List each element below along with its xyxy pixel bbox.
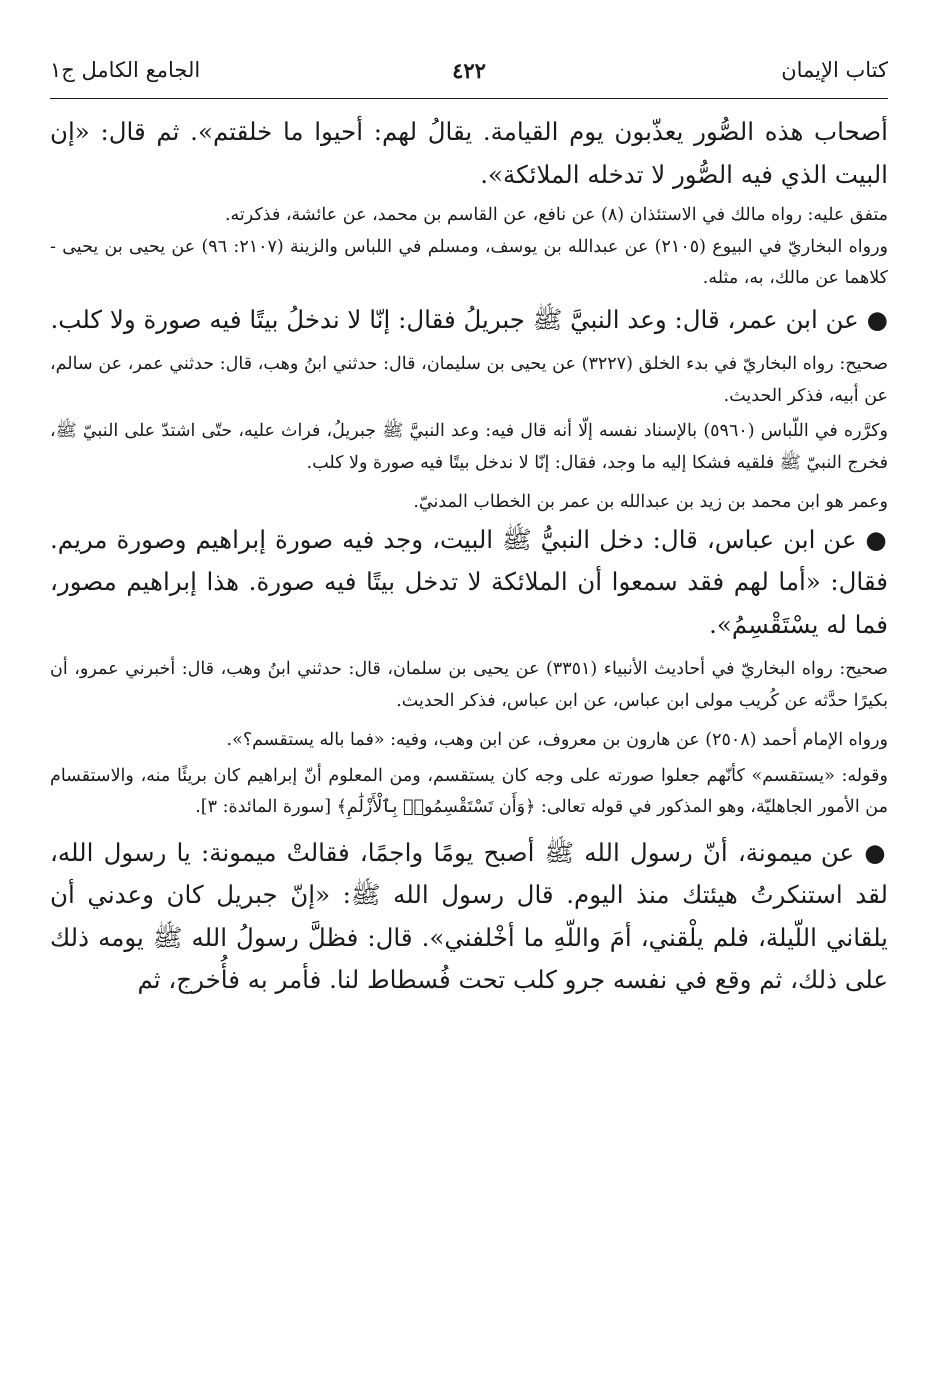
takhrij-note: متفق عليه: رواه مالك في الاستئذان (٨) عن نافع، عن القاسم بن محمد، عن عائشة، فذكرته. (224, 205, 888, 225)
takhrij-note: صحيح: رواه البخاريّ في بدء الخلق (٣٢٢٧) عن يحيى بن سليمان، قال: حدثني ابنُ وهب، قال: حدثني عمر، عن سالم، عن أبيه، فذكر الحديث. (50, 354, 889, 406)
takhrij-note: وعمر هو ابن محمد بن زيد بن عبدالله بن عمر بن الخطاب المدنيّ. (413, 492, 888, 512)
page-number: ٤٢٢ (452, 58, 486, 83)
hadith-text: ● عن ابن عمر، قال: وعد النبيَّ ﷺ جبريلُ فقال: إنّا لا ندخلُ بيتًا فيه صورة ولا كلب. (50, 304, 888, 334)
page-header (50, 52, 888, 99)
hadith-text: أصحاب هذه الصُّور يعذّبون يوم القيامة. يقالُ لهم: أحيوا ما خلقتم». ثم قال: «إن البيت الذي فيه الصُّور لا تدخله الملائكة». (50, 117, 888, 189)
bullet-icon: ● (865, 524, 888, 554)
page-body (50, 111, 888, 1002)
series-title: الجامع الكامل ج١ (50, 58, 201, 82)
bullet-icon: ● (864, 837, 888, 867)
takhrij-note: ورواه البخاريّ في البيوع (٢١٠٥) عن عبدالله بن يوسف، ومسلم في اللباس والزينة (٢١٠٧: ٩٦) عن يحيى بن يحيى - كلاهما عن مالك، به، مثله. (50, 236, 888, 288)
takhrij-note: وقوله: «يستقسم» كأنّهم جعلوا صورته على وجه كان يستقسم، ومن المعلوم أنّ إبراهيم كان بريئًا منه، والاستقسام من الأمور الجاهليّة، وهو المذكور في قوله تعالى: ﴿وَأَن تَسْتَقْسِمُوا۟ بِٱلْأَزْلَٰمِ﴾ [سورة المائدة: ٣]. (50, 765, 888, 817)
takhrij-note: وكرَّره في اللّباس (٥٩٦٠) بالإسناد نفسه إلّا أنه قال فيه: وعد النبيَّ ﷺ جبريلُ، فراث عليه، حتّى اشتدّ على النبيّ ﷺ، فخرج النبيّ ﷺ فلقيه فشكا إليه ما وجد، فقال: إنّا لا ندخل بيتًا فيه صورة ولا كلب. (50, 421, 888, 473)
book-title: كتاب الإيمان (781, 58, 888, 82)
hadith-text: ● عن ميمونة، أنّ رسول الله ﷺ أصبح يومًا واجمًا، فقالتْ ميمونة: يا رسول الله، لقد استنكرتُ هيئتك منذ اليوم. قال رسول الله ﷺ: «إنّ جبريل كان وعدني أن يلقاني اللّيلة، فلم يلْقني، أمَ واللّهِ ما أخْلفني». قال: فظلَّ رسولُ الله ﷺ يومه ذلك على ذلك، ثم وقع في نفسه جرو كلب تحت فُسطاط لنا. فأمر به فأُخرج، ثم (50, 837, 888, 994)
hadith-text: ● عن ابن عباس، قال: دخل النبيُّ ﷺ البيت، وجد فيه صورة إبراهيم وصورة مريم. فقال: «أما لهم فقد سمعوا أن الملائكة لا تدخل بيتًا فيه صورة. هذا إبراهيم مصور، فما له يسْتَقْسِمُ». (50, 524, 888, 639)
takhrij-note: ورواه الإمام أحمد (٢٥٠٨) عن هارون بن معروف، عن ابن وهب، وفيه: «فما باله يستقسم؟». (226, 730, 888, 750)
takhrij-note: صحيح: رواه البخاريّ في أحاديث الأنبياء (٣٣٥١) عن يحيى بن سلمان، قال: حدثني ابنُ وهب، قال: أخبرني عمرو، أن بكيرًا حدَّثه عن كُريب مولى ابن عباس، عن ابن عباس، فذكر الحديث. (50, 659, 888, 711)
bullet-icon: ● (866, 304, 888, 334)
